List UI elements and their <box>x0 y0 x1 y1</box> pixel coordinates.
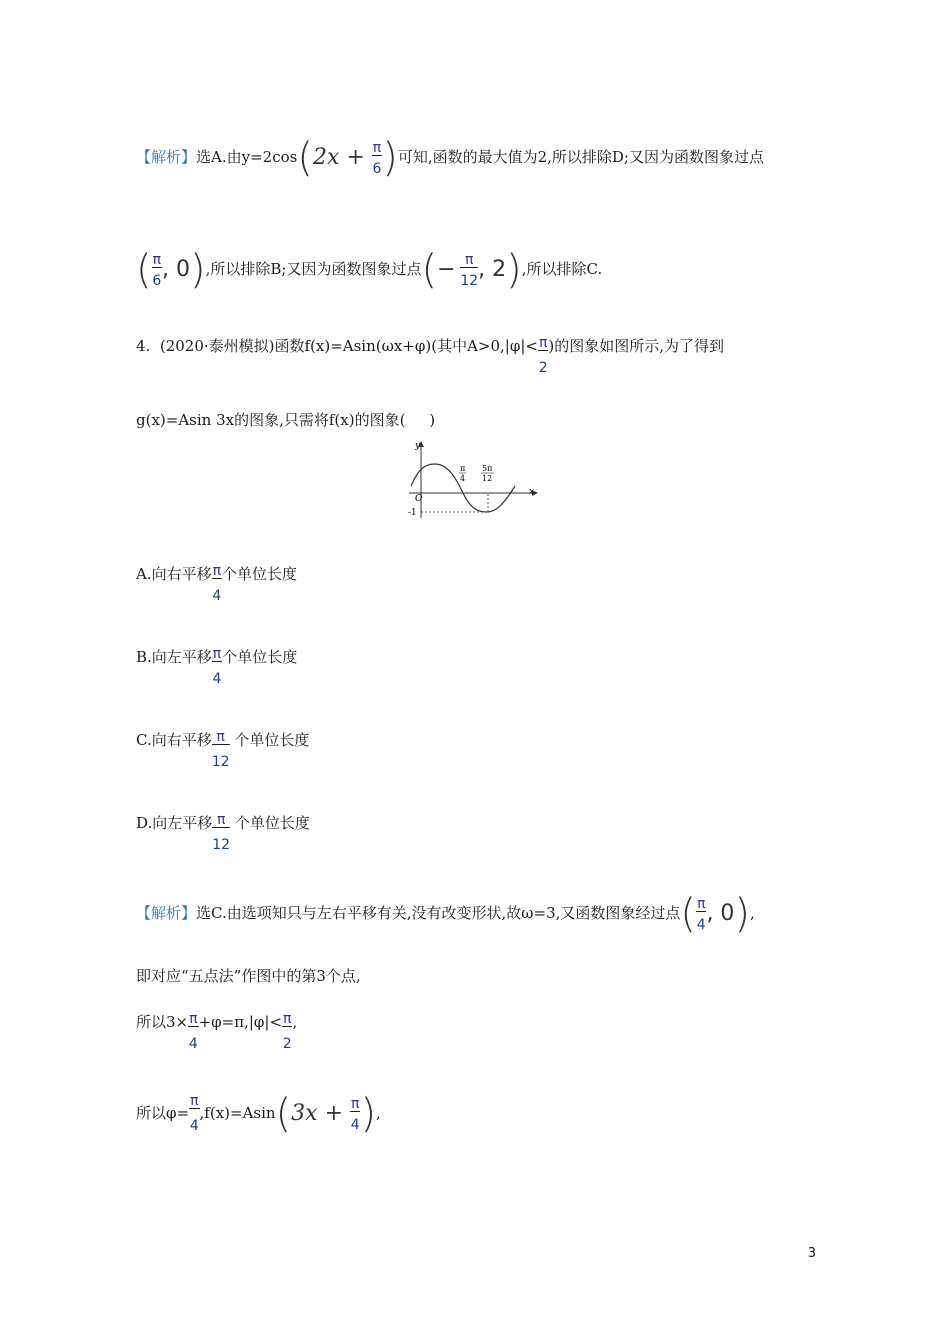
origin-label: O <box>415 494 423 504</box>
fraction: $\frac{\pi}{6}$ <box>372 139 382 177</box>
option-d: D.向左平移 $\frac{\pi}{12}$ 个单位长度 <box>136 812 310 853</box>
solution-4-line1: 【解析】选C.由选项知只与左右平移有关,没有改变形状,故ω=3,又函数图象经过点( $\frac{\pi}{4}$ , 0), <box>136 891 755 937</box>
option-b: B.向左平移 $\frac{\pi}{4}$ 个单位长度 <box>136 646 298 687</box>
y-axis-label: y <box>415 441 421 451</box>
analysis-tag: 【解析】 <box>136 148 197 166</box>
page-number: 3 <box>807 1246 816 1261</box>
option-c: C.向右平移 $\frac{\pi}{12}$ 个单位长度 <box>136 729 310 770</box>
analysis-tag: 【解析】 <box>136 904 197 922</box>
text: 选A.由y=2cos <box>196 148 298 166</box>
tick2-den: 12 <box>482 474 493 483</box>
fraction: $\frac{\pi}{4}$ <box>212 646 222 687</box>
text: 可知,函数的最大值为2,所以排除D;又因为函数图象过点 <box>397 148 764 166</box>
solution-4-line2: 即对应“五点法”作图中的第3个点, <box>136 967 361 985</box>
tick2-num: 5π <box>482 464 493 473</box>
sine-graph <box>405 438 540 520</box>
solution-3-line1 <box>136 135 764 181</box>
text: ,所以排除B;又因为函数图象过点 <box>205 260 422 278</box>
text: ,所以排除C. <box>521 260 603 278</box>
fraction: $\frac{\pi}{6}$ <box>152 251 162 289</box>
x-axis-label: x <box>529 487 535 497</box>
paren-right: ) <box>382 135 398 181</box>
question-4-line2: g(x)=Asin 3x的图象,只需将f(x)的图象( ) <box>136 411 436 429</box>
fraction: $\frac{\pi}{12}$ <box>460 251 479 289</box>
fraction: $\frac{\pi}{4}$ <box>188 1011 198 1052</box>
solution-4-line4: 所以φ= $\frac{\pi}{4}$ ,f(x)=Asin(3x + $\frac{\pi}{4}$ ), <box>136 1091 381 1137</box>
solution-4-line3: 所以3× $\frac{\pi}{4}$ +φ=π,|φ|< $\frac{\pi}{2}$ , <box>136 1011 298 1052</box>
fraction: $\frac{\pi}{4}$ <box>189 1093 199 1134</box>
tick1-den: 4 <box>460 474 466 483</box>
tick1-num: π <box>460 464 466 473</box>
solution-3-line2: ( $\frac{\pi}{6}$ , 0),所以排除B;又因为函数图象过点(− $\frac{\pi}{12}$ , 2),所以排除C. <box>136 247 603 293</box>
paren-left: ( <box>297 135 313 181</box>
fraction: $\frac{\pi}{12}$ <box>212 812 231 853</box>
option-a: A.向右平移 $\frac{\pi}{4}$ 个单位长度 <box>136 563 298 604</box>
math-expr: 2x + <box>312 145 372 170</box>
question-4-line1: 4. (2020·泰州模拟)函数f(x)=Asin(ωx+φ)(其中A>0,|φ|< $\frac{\pi}{2}$ )的图象如图所示,为了得到 <box>136 335 725 376</box>
neg-one-label: -1 <box>408 508 417 518</box>
fraction: $\frac{\pi}{2}$ <box>538 335 548 376</box>
fraction: $\frac{\pi}{4}$ <box>212 563 222 604</box>
fraction: $\frac{\pi}{12}$ <box>211 729 230 770</box>
fraction: $\frac{\pi}{4}$ <box>350 1095 360 1133</box>
fraction: $\frac{\pi}{2}$ <box>282 1011 292 1052</box>
fraction: $\frac{\pi}{4}$ <box>696 895 706 933</box>
